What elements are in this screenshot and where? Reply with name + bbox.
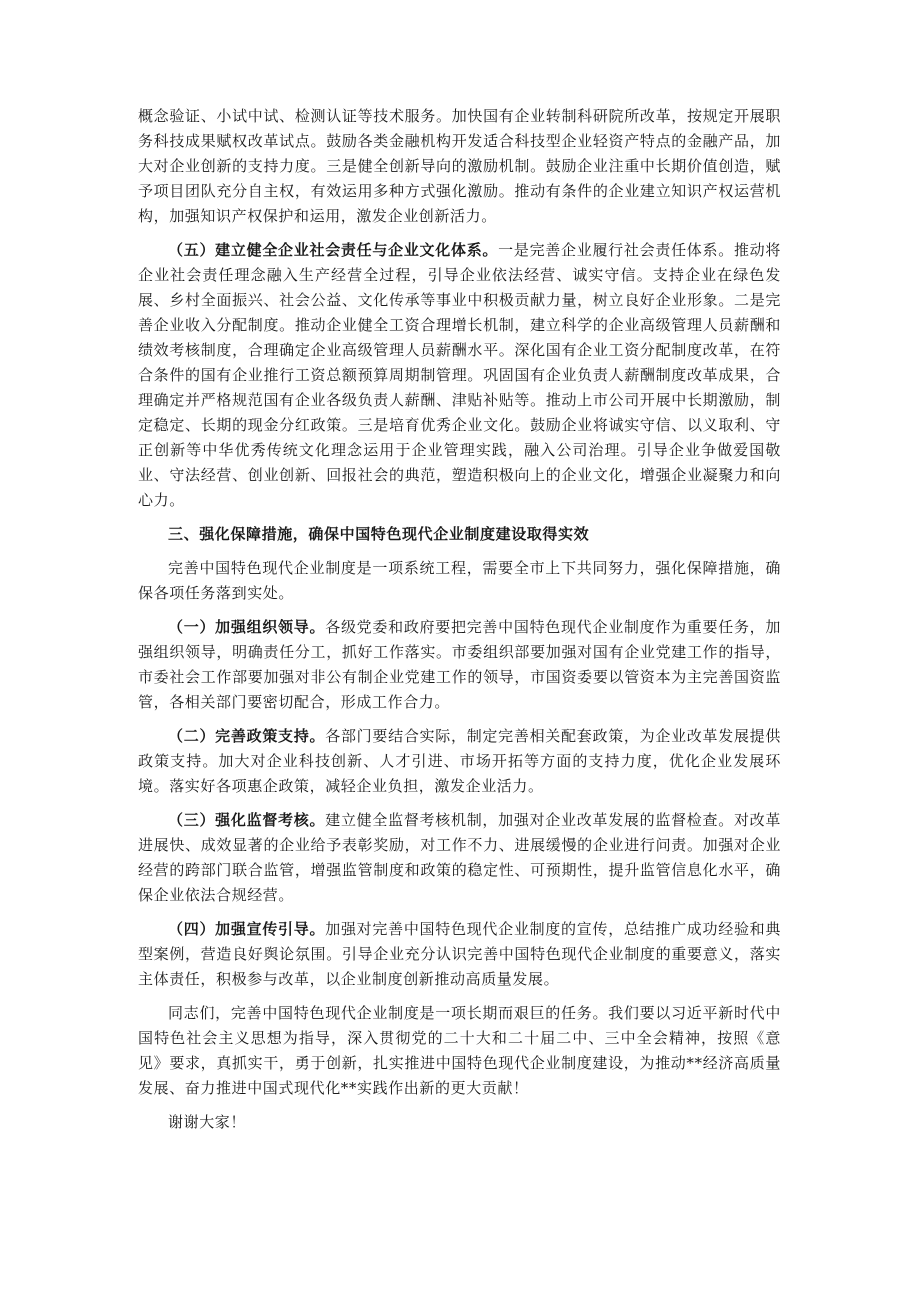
- paragraph-text: 完善中国特色现代企业制度是一项系统工程，需要全市上下共同努力，强化保障措施，确保各项任务落到实处。: [138, 559, 781, 602]
- paragraph-conclusion: [138, 1001, 781, 1101]
- paragraph-continued: [138, 104, 781, 229]
- paragraph-text: 加强对完善中国特色现代企业制度的宣传，总结推广成功经验和典型案例，营造良好舆论氛围。引导企业充分认识完善中国特色现代企业制度的重要意义，落实主体责任，积极参与改革，以企业制度创新推动高质量发展。: [138, 920, 781, 988]
- paragraph-text: 建立健全监督考核机制，加强对企业改革发展的监督检查。对改革进展快、成效显著的企业给予表彰奖励，对工作不力、进展缓慢的企业进行问责。加强对企业经营的跨部门联合监管，增强监管制度和政策的稳定性、可预期性，提升监管信息化水平，确保企业依法合规经营。: [138, 811, 781, 904]
- paragraph-lead: （四）加强宣传引导。: [168, 920, 326, 938]
- paragraph-text: 一是完善企业履行社会责任体系。推动将企业社会责任理念融入生产经营全过程，引导企业依法经营、诚实守信。支持企业在绿色发展、乡村全面振兴、社会公益、文化传承等事业中积极贡献力量，树立良好企业形象。二是完善企业收入分配制度。推动企业健全工资合理增长机制，建立科学的企业高级管理人员薪酬和绩效考核制度，合理确定企业高级管理人员薪酬水平。深化国有企业工资分配制度改革，在符合条件的国有企业推行工资总额预算周期制管理。巩固国有企业负责人薪酬制度改革成果，合理确定并严格规范国有企业各级负责人薪酬、津贴补贴等。推动上市公司开展中长期激励，制定稳定、长期的现金分红政策。三是培育优秀企业文化。鼓励企业将诚实守信、以义取利、守正创新等中华优秀传统文化理念运用于企业管理实践，融入公司治理。引导企业争做爱国敬业、守法经营、创业创新、回报社会的典范，塑造积极向上的企业文化，增强企业凝聚力和向心力。: [138, 241, 781, 509]
- paragraph-lead: （一）加强组织领导。: [168, 618, 326, 636]
- paragraph-lead: （三）强化监督考核。: [168, 811, 326, 829]
- paragraph-intro: [138, 556, 781, 606]
- paragraph-lead: （二）完善政策支持。: [168, 727, 326, 745]
- paragraph-lead: （五）建立健全企业社会责任与企业文化体系。: [168, 241, 499, 259]
- document-page: [138, 104, 781, 1144]
- paragraph-corporate-responsibility: [138, 238, 781, 513]
- closing-text: 谢谢大家！: [168, 1113, 247, 1131]
- paragraph-text: 概念验证、小试中试、检测认证等技术服务。加快国有企业转制科研院所改革，按规定开展职务科技成果赋权改革试点。鼓励各类金融机构开发适合科技型企业轻资产特点的金融产品，加大对企业创新的支持力度。三是健全创新导向的激励机制。鼓励企业注重中长期价值创造，赋予项目团队充分自主权，有效运用多种方式强化激励。推动有条件的企业建立知识产权运营机构，加强知识产权保护和运用，激发企业创新活力。: [138, 107, 781, 225]
- paragraph-text: 各部门要结合实际，制定完善相关配套政策，为企业改革发展提供政策支持。加大对企业科技创新、人才引进、市场开拓等方面的支持力度，优化企业发展环境。落实好各项惠企政策，减轻企业负担，激发企业活力。: [138, 727, 781, 795]
- section-heading: 三、强化保障措施，确保中国特色现代企业制度建设取得实效: [168, 525, 590, 543]
- paragraph-text: 各级党委和政府要把完善中国特色现代企业制度作为重要任务，加强组织领导，明确责任分工，抓好工作落实。市委组织部要加强对国有企业党建工作的指导，市委社会工作部要加强对非公有制企业党建工作的领导，市国资委要以管资本为主完善国资监管，各相关部门要密切配合，形成工作合力。: [138, 618, 781, 711]
- paragraph-policy: [138, 724, 781, 799]
- paragraph-organization: [138, 615, 781, 715]
- paragraph-publicity: [138, 917, 781, 992]
- paragraph-supervision: [138, 808, 781, 908]
- closing-remark: [138, 1110, 781, 1135]
- paragraph-text: 同志们，完善中国特色现代企业制度是一项长期而艰巨的任务。我们要以习近平新时代中国特色社会主义思想为指导，深入贯彻党的二十大和二十届二中、三中全会精神，按照《意见》要求，真抓实干，勇于创新，扎实推进中国特色现代企业制度建设，为推动**经济高质量发展、奋力推进中国式现代化**实践作出新的更大贡献！: [138, 1004, 781, 1097]
